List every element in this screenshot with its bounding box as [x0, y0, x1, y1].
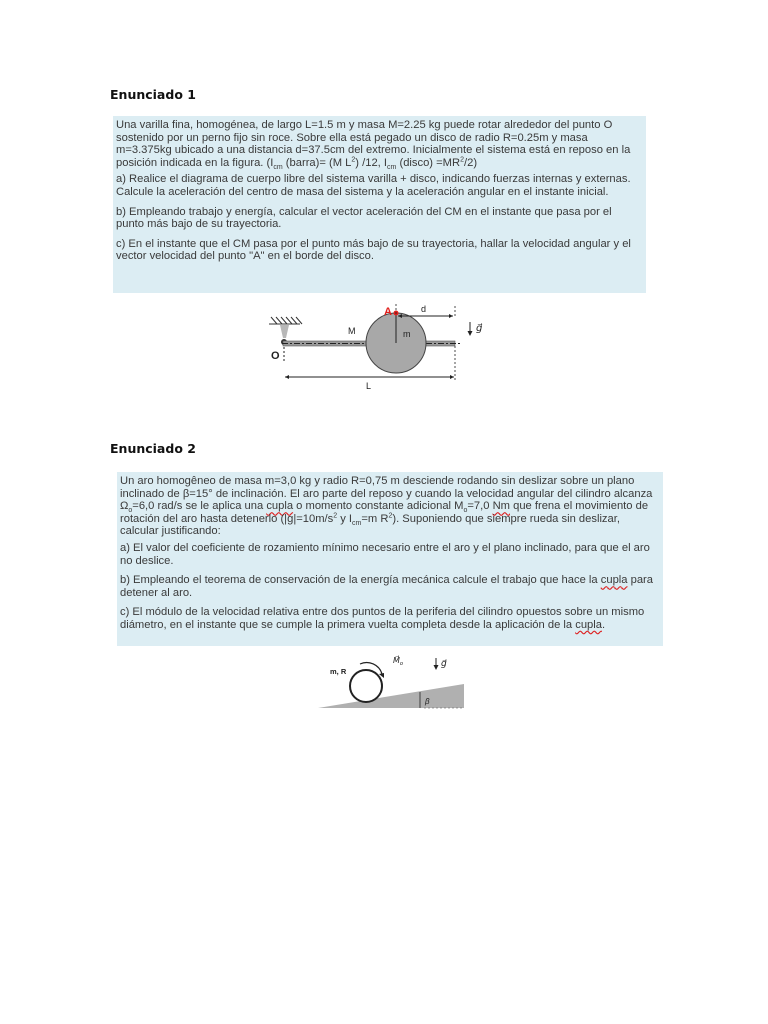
enunciado-2-statement [117, 472, 663, 646]
label-l: L [366, 381, 372, 391]
enunciado-2-title: Enunciado 2 [110, 441, 196, 456]
label-beta: β [425, 697, 430, 706]
label-m-r: m, R [330, 667, 347, 676]
e2-item-c: c) El módulo de la velocidad relativa entre dos puntos de la periferia del cilindro opuestos sobre un mismo diámetro, en el instante que se cumple la primera vuelta completa desde la aplicación de la cupla. [120, 606, 645, 631]
label-g: g⃗ [441, 658, 447, 668]
label-m-disk: m [403, 329, 411, 339]
e1-item-a: a) Realice el diagrama de cuerpo libre del sistema varilla + disco, indicando fuerzas internas y externas. Calcule la aceleración del centro de masa del sistema y la aceleración angular en el instante inicial. [116, 173, 631, 198]
e2-intro: Un aro homogêneo de masa m=3,0 kg y radio R=0,75 m desciende rodando sin deslizar sobre un plano inclinado de β=15° de inclinación. El aro parte del reposo y cuando la velocidad angular del cilindro alcanza $\Omega_o=6,0$ rad/s se le aplica una cupla o momento constante adicional $M_o=7,0$ Nm que frena el movimiento de rotación del aro hasta detenerlo ($|g|=10m/s^2$ y $I_{cm}=m$ $R^2$). Suponiendo que siempre rueda sin deslizar, calcular justificando: [120, 475, 653, 538]
label-g: g⃗ [476, 323, 483, 334]
e2-figure-hoop-incline [316, 652, 468, 712]
label-o: O [271, 350, 280, 362]
enunciado-1-statement [113, 116, 646, 293]
label-d: d [421, 304, 427, 314]
ceiling-support [269, 317, 302, 324]
label-mo: $M⃗_o$ [393, 656, 403, 667]
inclined-plane [318, 684, 464, 708]
e1-figure-rod-disk [262, 300, 494, 392]
e1-item-c: c) En el instante que el CM pasa por el punto más bajo de su trayectoria, hallar la velocidad angular y el vector velocidad del punto "A" en el borde del disco. [116, 237, 631, 263]
e1-intro: Una varilla fina, homogénea, de largo L=1.5 m y masa M=2.25 kg puede rotar alrededor del punto O sostenido por un perno fijo sin roce. Sobre ella está pegado un disco de radio R=0.25m y masa m=3.375kg ubicado a una distancia d=37.5cm del extremo. Inicialmente el sistema está en reposo en la posición indicada en la figura. ($I_{cm}$ (barra)= (M $L^2$) /12, $I_{cm}$ (disco) $=MR^2/2$) [116, 119, 631, 172]
e2-item-b: b) Empleando el teorema de conservación de la energía mecánica calcule el trabajo que hace la cupla para detener al aro. [120, 574, 653, 599]
label-m-rod: M [348, 326, 356, 336]
label-a: A [384, 306, 392, 318]
e1-item-b: b) Empleando trabajo y energía, calcular el vector aceleración del CM en el instante que pasa por el punto más bajo de su trayectoria. [116, 205, 612, 231]
hoop [350, 670, 382, 702]
enunciado-1-title: Enunciado 1 [110, 87, 196, 102]
pivot-hanger [280, 325, 289, 338]
e2-item-a: a) El valor del coeficiente de rozamiento mínimo necesario entre el aro y el plano inclinado, para que el aro no deslice. [120, 541, 650, 567]
